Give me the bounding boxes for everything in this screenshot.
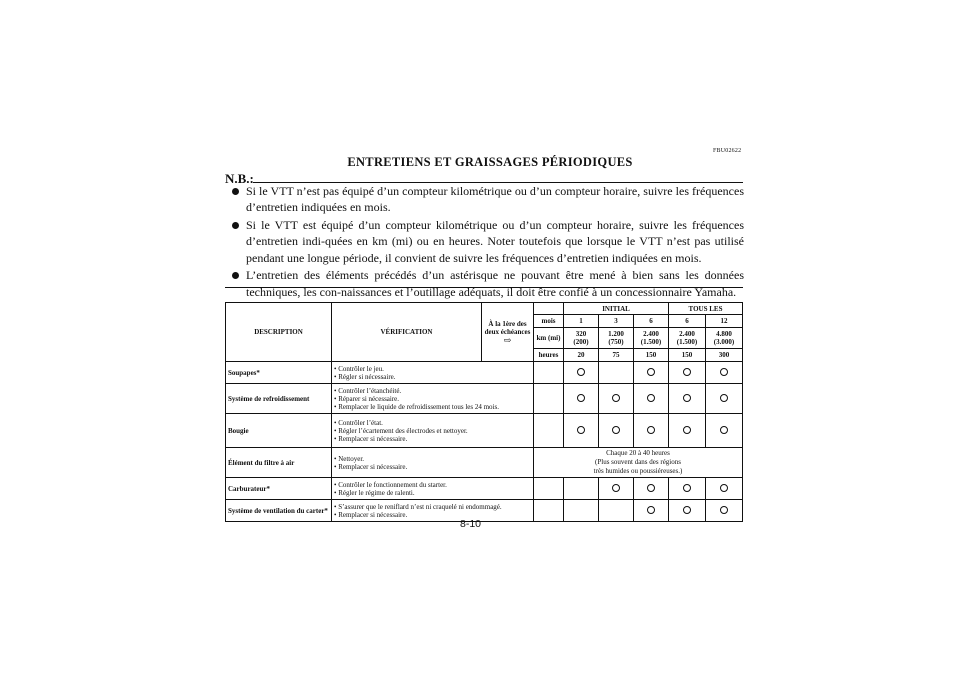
interval-cell (599, 414, 634, 448)
bullet-icon (232, 188, 239, 195)
header-blank-cell (534, 303, 564, 315)
row-verification (332, 414, 534, 448)
interval-cell (669, 414, 706, 448)
circle-mark-icon (720, 506, 728, 514)
km-value: 4.800 (3.000) (706, 327, 743, 349)
header-every: TOUS LES (669, 303, 743, 315)
interval-cell (634, 414, 669, 448)
verification-step: • Contrôler l’étanchéité. (334, 386, 402, 395)
circle-mark-icon (612, 394, 620, 402)
interval-cell (564, 478, 599, 500)
circle-mark-icon (647, 484, 655, 492)
table-row (226, 478, 743, 500)
note-text: Si le VTT est équipé d’un compteur kilométrique ou d’un compteur horaire, suivre les fréquences d’entretien indi-quées en km (mi) ou en heures. Noter toutefois que lorsque le VTT n’est pas utilisé pendant une longue période, il convient de suivre les fréquences d’entretien indiquées en mois. (246, 218, 744, 265)
unit-blank-cell (534, 384, 564, 414)
verification-step: • S’assurer que le reniflard n’est ni craquelé ni endommagé. (334, 502, 502, 511)
interval-cell (564, 500, 599, 522)
circle-mark-icon (720, 394, 728, 402)
bullet-icon (232, 272, 239, 279)
row-verification (332, 448, 534, 478)
interval-cell (599, 478, 634, 500)
row-description: Soupapes* (226, 362, 332, 384)
section-divider (225, 287, 743, 288)
table-row (226, 414, 743, 448)
circle-mark-icon (683, 426, 691, 434)
unit-blank-cell (534, 500, 564, 522)
arrow-right-icon: ⇨ (503, 334, 512, 345)
verification-step: • Contrôler l’état. (334, 418, 383, 427)
nb-header (225, 171, 743, 186)
interval-cell (706, 478, 743, 500)
km-value: 320 (200) (564, 327, 599, 349)
circle-mark-icon (720, 368, 728, 376)
circle-mark-icon (612, 484, 620, 492)
table-row (226, 362, 743, 384)
hours-value: 150 (634, 349, 669, 362)
unit-blank-cell (534, 362, 564, 384)
circle-mark-icon (647, 426, 655, 434)
unit-hours: heures (534, 349, 564, 362)
table-body (226, 362, 743, 522)
table-row (226, 448, 743, 478)
header-first-interval (482, 303, 534, 362)
interval-cell (634, 478, 669, 500)
interval-cell (669, 500, 706, 522)
unit-months: mois (534, 315, 564, 327)
unit-km: km (mi) (534, 327, 564, 349)
interval-cell (634, 500, 669, 522)
circle-mark-icon (683, 506, 691, 514)
hours-value: 20 (564, 349, 599, 362)
circle-mark-icon (683, 368, 691, 376)
verification-step: • Réparer si nécessaire. (334, 394, 400, 403)
note-line: Chaque 20 à 40 heures (606, 449, 670, 457)
interval-cell (564, 362, 599, 384)
document-code: FBU02622 (713, 148, 742, 154)
header-first-text: À la 1ère des deux échéances (484, 319, 531, 336)
interval-cell (706, 500, 743, 522)
row-description: Bougie (226, 414, 332, 448)
note-line: (Plus souvent dans des régions (595, 458, 681, 466)
verification-step: • Régler le régime de ralenti. (334, 488, 415, 497)
verification-step: • Contrôler le fonctionnement du starter. (334, 480, 447, 489)
months-value: 6 (634, 315, 669, 327)
page-number: 8-10 (460, 518, 482, 530)
note-item (232, 217, 744, 266)
verification-step: • Remplacer si nécessaire. (334, 434, 408, 443)
table-row (226, 384, 743, 414)
months-value: 6 (669, 315, 706, 327)
hours-value: 150 (669, 349, 706, 362)
interval-cell (669, 362, 706, 384)
circle-mark-icon (720, 484, 728, 492)
row-verification (332, 478, 534, 500)
page-title: ENTRETIENS ET GRAISSAGES PÉRIODIQUES (347, 155, 633, 169)
interval-cell (706, 362, 743, 384)
circle-mark-icon (577, 426, 585, 434)
verification-step: • Régler si nécessaire. (334, 372, 396, 381)
interval-cell (669, 384, 706, 414)
km-value: 2.400 (1.500) (669, 327, 706, 349)
circle-mark-icon (647, 506, 655, 514)
circle-mark-icon (720, 426, 728, 434)
circle-mark-icon (683, 394, 691, 402)
interval-cell (634, 384, 669, 414)
circle-mark-icon (683, 484, 691, 492)
interval-cell (706, 414, 743, 448)
verification-step: • Remplacer le liquide de refroidissement tous les 24 mois. (334, 402, 499, 411)
note-text: L’entretien des éléments précédés d’un astérisque ne pouvant être mené à bien sans les données techniques, les con-naissances et l’outillage adéquats, il doit être confié à un concessionnaire Yamaha. (246, 268, 744, 299)
nb-label: N.B.: (225, 171, 254, 186)
interval-cell (634, 362, 669, 384)
circle-mark-icon (647, 368, 655, 376)
interval-cell (564, 384, 599, 414)
interval-cell (599, 362, 634, 384)
note-list (232, 183, 744, 302)
row-description: Système de ventilation du carter* (226, 500, 332, 522)
row-description: Système de refroidissement (226, 384, 332, 414)
note-item (232, 183, 744, 216)
circle-mark-icon (647, 394, 655, 402)
header-initial: INITIAL (564, 303, 669, 315)
header-description: DESCRIPTION (226, 303, 332, 362)
interval-cell (706, 384, 743, 414)
interval-note (534, 448, 743, 478)
verification-step: • Nettoyer. (334, 454, 365, 463)
months-value: 12 (706, 315, 743, 327)
verification-step: • Remplacer si nécessaire. (334, 510, 408, 519)
verification-step: • Remplacer si nécessaire. (334, 462, 408, 471)
km-value: 1.200 (750) (599, 327, 634, 349)
table-header-row (226, 303, 743, 315)
months-value: 1 (564, 315, 599, 327)
interval-cell (669, 478, 706, 500)
unit-blank-cell (534, 414, 564, 448)
table-row (226, 500, 743, 522)
circle-mark-icon (612, 426, 620, 434)
km-value: 2.400 (1.500) (634, 327, 669, 349)
verification-step: • Contrôler le jeu. (334, 364, 384, 373)
months-value: 3 (599, 315, 634, 327)
hours-value: 300 (706, 349, 743, 362)
note-item (232, 267, 744, 300)
interval-cell (599, 500, 634, 522)
row-description: Carburateur* (226, 478, 332, 500)
maintenance-table (225, 302, 743, 522)
circle-mark-icon (577, 368, 585, 376)
hours-value: 75 (599, 349, 634, 362)
interval-cell (599, 384, 634, 414)
bullet-icon (232, 222, 239, 229)
interval-cell (564, 414, 599, 448)
row-verification (332, 500, 534, 522)
row-verification (332, 384, 534, 414)
note-text: Si le VTT n’est pas équipé d’un compteur kilométrique ou d’un compteur horaire, suivre les fréquences d’entretien indiquées en mois. (246, 184, 744, 215)
row-description: Élément du filtre à air (226, 448, 332, 478)
unit-blank-cell (534, 478, 564, 500)
circle-mark-icon (577, 394, 585, 402)
header-verification: VÉRIFICATION (332, 303, 482, 362)
row-verification (332, 362, 534, 384)
note-line: très humides ou poussiéreuses.) (593, 467, 683, 475)
verification-step: • Régler l’écartement des électrodes et nettoyer. (334, 426, 468, 435)
